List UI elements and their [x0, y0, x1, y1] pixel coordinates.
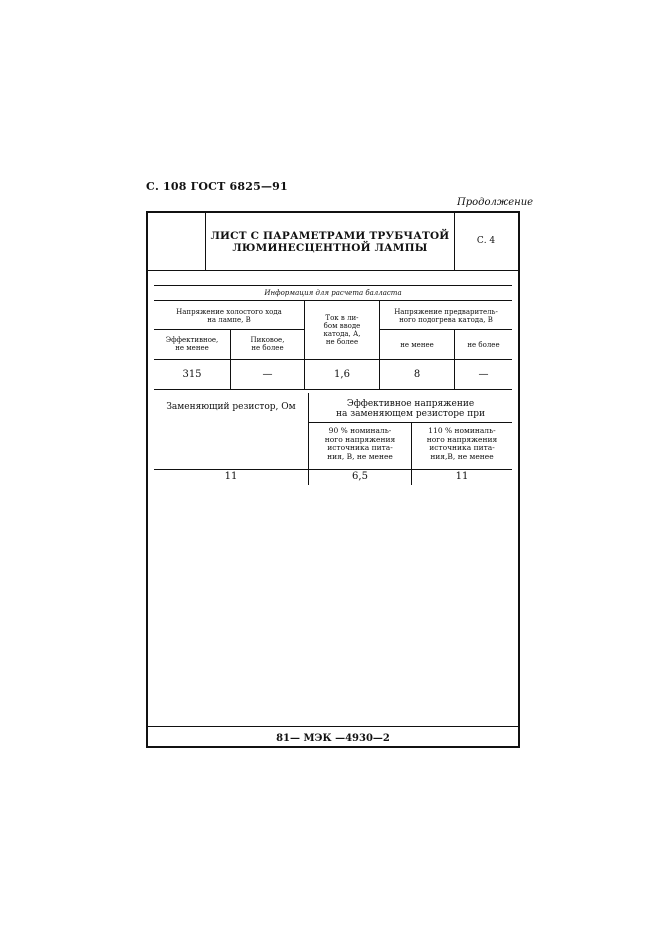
footer-reference: 81— МЭК —4930—2 [276, 733, 390, 744]
resistor-value: 11 [224, 471, 238, 482]
preheat-max-value: — [478, 369, 489, 380]
supply-110-header: 110 % номиналь- ного напряжения источника пита- ния,В, не менее [426, 426, 498, 461]
resistor-label: Заменяющий резистор, Ом [166, 402, 296, 412]
preheat-min-header: не менее [400, 341, 434, 349]
preheat-min-value: 8 [413, 369, 421, 380]
ballast-values-bottom-line [154, 389, 512, 390]
sheet-title [206, 230, 454, 254]
preheat-header: Напряжение предваритель- ного подогрева катода, В [394, 308, 498, 325]
peak-voltage-value: — [262, 369, 273, 380]
continuation-label: Продолжение [457, 197, 534, 208]
supply-90-header: 90 % номиналь- ного напряжения источника пита- ния, В, не менее [324, 426, 396, 461]
supply-110-value: 11 [455, 471, 469, 482]
resistor-header-bottom-line [154, 469, 512, 470]
preheat-subheader-line [379, 329, 512, 330]
sheet-title-line1: ЛИСТ С ПАРАМЕТРАМИ ТРУБЧАТОЙ [210, 230, 450, 242]
ballast-caption: Информация для расчета балласта [264, 289, 402, 297]
sheet-frame [146, 211, 520, 748]
effective-voltage-value: 315 [182, 369, 202, 380]
caption-bottom-line [154, 300, 512, 301]
supply-90-value: 6,5 [352, 471, 368, 482]
effective-voltage-header: Эффективное, не менее [165, 336, 219, 353]
sheet-page-number: С. 4 [476, 236, 496, 246]
title-bottom-line [148, 270, 518, 271]
ballast-header-bottom-line [154, 359, 512, 360]
footer-rule [148, 726, 518, 727]
open-circuit-subheader-line [154, 329, 304, 330]
sheet-title-line2: ЛЮМИНЕСЦЕНТНОЙ ЛАМПЫ [232, 242, 428, 255]
preheat-max-header: не более [467, 341, 500, 349]
peak-voltage-header: Пиковое, не более [250, 336, 285, 353]
effective-voltage-subheader-line [308, 422, 512, 423]
cathode-current-header: Ток в ли- бом вводе катода, А, не более [323, 314, 361, 347]
page-reference: С. 108 ГОСТ 6825—91 [146, 180, 288, 193]
open-circuit-header: Напряжение холостого хода на лампе, В [176, 308, 282, 325]
caption-top-line [154, 285, 512, 286]
effective-voltage-resistor-header: Эффективное напряжение на заменяющем резисторе при [335, 399, 486, 420]
cathode-current-value: 1,6 [334, 369, 350, 380]
